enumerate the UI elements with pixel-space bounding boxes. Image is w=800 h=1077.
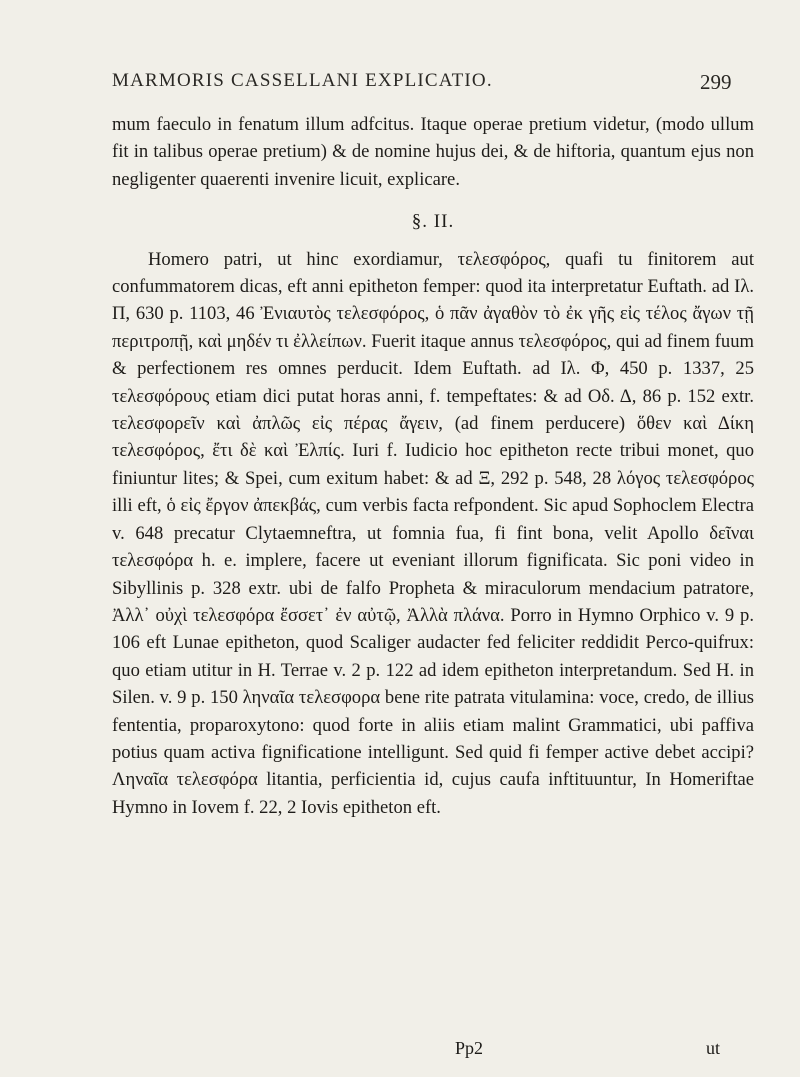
page-body: [112, 111, 754, 821]
page-header: [112, 70, 604, 92]
catchword: ut: [706, 1038, 721, 1058]
intro-paragraph: mum faeculo in fenatum illum adfcitus. Itaque operae pretium videtur, (modo ullum fit in talibus operae pretium) & de nomine hujus dei, & de hiftoria, quantum ejus non negligenter quaerenti invenire licuit, explicare.: [112, 114, 754, 190]
running-head: MARMORIS CASSELLANI EXPLICATIO.: [112, 70, 493, 91]
main-paragraph: Homero patri, ut hinc exordiamur, τελεσφόρος, quafi tu finitorem aut confummatorem dicas, eft anni epitheton femper: quod ita interpretatur Euftath. ad Ιλ. Π, 630 p. 1103, 46 Ἐνιαυτὸς τελεσφόρος, ὁ πᾶν ἀγαθὸν τὸ ἐκ γῆς εἰς τέλος ἄγων τῇ περιτροπῇ, καὶ μηδέν τι ἐλλείπων. Fuerit itaque annus τελεσφόρος, qui ad finem fuum & perfectionem res omnes perducit. Idem Euftath. ad Ιλ. Φ, 450 p. 1337, 25 τελεσφόρους etiam dici putat horas anni, f. tempeftates: & ad Οδ. Δ, 86 p. 152 extr. τελεσφορεῖν καὶ ἀπλῶς εἰς πέρας ἄγειν, (ad finem perducere) ὅθεν καὶ Δίκη τελεσφόρος, ἔτι δὲ καὶ Ἐλπίς. Iuri f. Iudicio hoc epitheton recte tribui monet, quo finiuntur lites; & Spei, cum exitum habet: & ad Ξ, 292 p. 548, 28 λόγος τελεσφόρος illi eft, ὁ εἰς ἔργον ἀπεκβάς, cum verbis facta refpondent. Sic apud Sophoclem Electra v. 648 precatur Clytaemneftra, ut fomnia fua, fi fint bona, velit Apollo δεῖναι τελεσφόρα h. e. implere, facere ut eveniant illorum fignificata. Sic poni video in Sibyllinis p. 328 extr. ubi de falfo Propheta & miraculorum mendacium patratore, Ἀλλ᾽ οὐχὶ τελεσφόρα ἔσσετ᾽ ἐν αὐτῷ, Ἀλλὰ πλάνα. Porro in Hymno Orphico v. 9 p. 106 eft Lunae epitheton, quod Scaliger audacter fed feliciter reddidit Perco-quifrux: quo etiam utitur in H. Terrae v. 2 p. 122 ad idem epitheton interpretandum. Sed H. in Silen. v. 9 p. 150 ληναῖα τελεσφορα bene rite patrata vitulamina: voce, credo, de illius fententia, proparoxytono: quod forte in aliis etiam malint Grammatici, ubi paffiva potius quam activa fignificatione intelligunt. Sed quid fi femper active debet accipi? Ληναῖα τελεσφόρα litantia, perficientia id, cujus caufa inftituuntur, In Homeriftae Hymno in Iovem f. 22, 2 Iovis epitheton eft.: [112, 248, 754, 818]
page-number: 299: [700, 70, 732, 94]
signature-mark: Pp2: [455, 1038, 484, 1058]
section-heading: §. II.: [411, 211, 455, 233]
